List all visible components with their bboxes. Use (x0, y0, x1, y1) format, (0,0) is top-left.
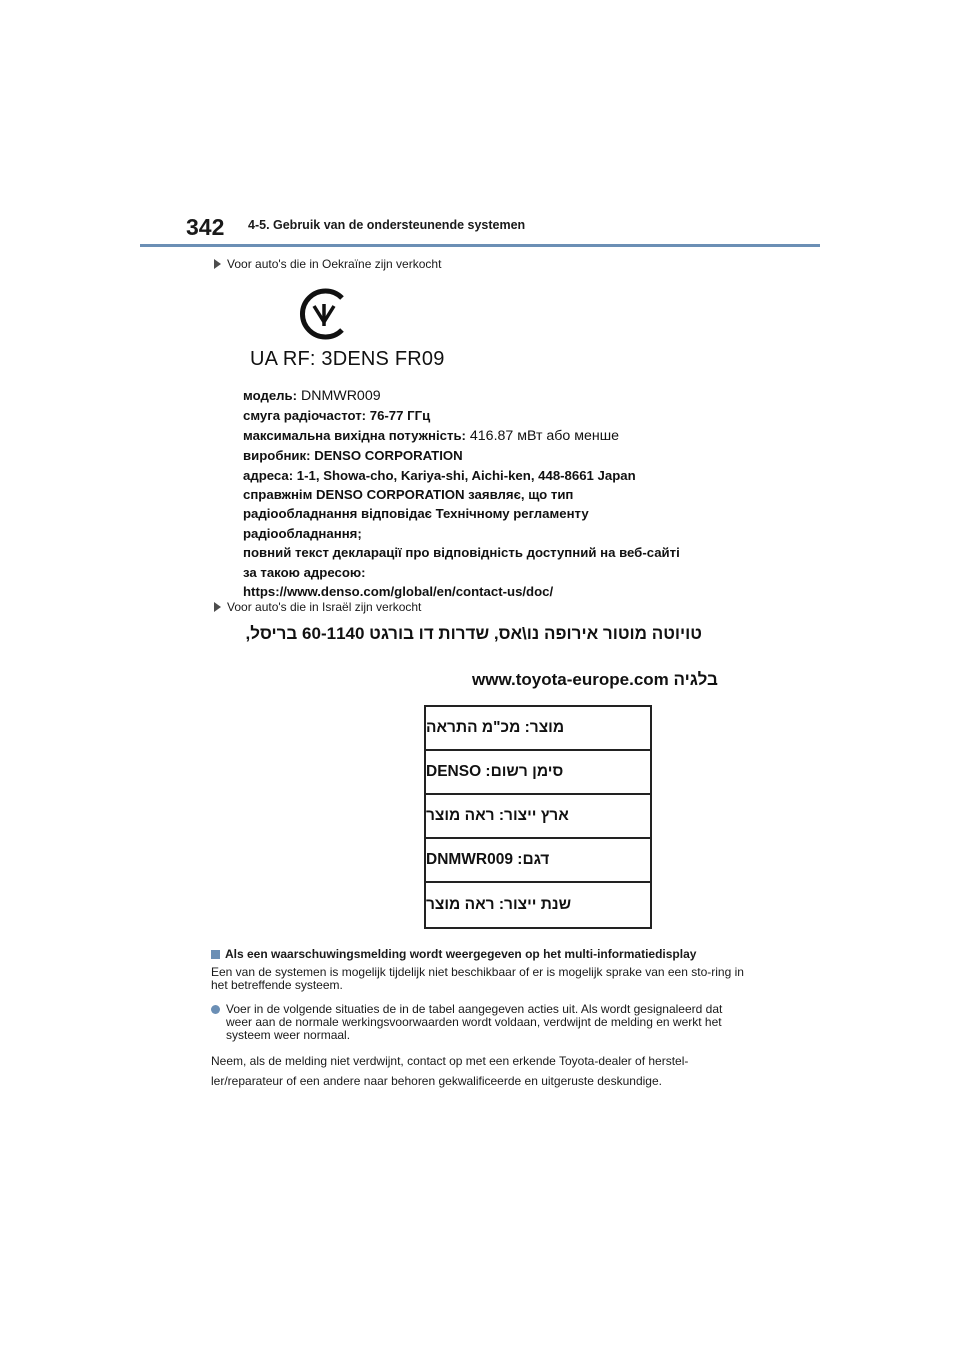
israel-caption (214, 600, 421, 614)
israel-table-cell: שנת ייצור: ראה מוצר (426, 896, 572, 913)
square-bullet-icon (211, 950, 220, 959)
israel-table-cell: סימן רשום: DENSO (426, 751, 650, 795)
triangle-bullet-icon (214, 602, 221, 612)
contact-line: ler/reparateur of een andere naar behoren gekwalificeerde en uitgeruste deskundige. (211, 1074, 662, 1088)
ukraine-rf-code: UA RF: 3DENS FR09 (250, 348, 445, 370)
body-paragraph-contact (211, 1051, 771, 1091)
israel-label-table (424, 705, 652, 929)
warning-heading (211, 947, 696, 961)
ukraine-row: максимальна вихідна потужність: 416.87 мВт або менше (243, 427, 620, 444)
israel-caption-text: Voor auto's die in Israël zijn verkocht (227, 600, 422, 614)
israel-importer-line: טויוטה מוטור אירופה נו\אס, שדרות דו בורגט 60-1140 בריסל, (245, 624, 702, 643)
ukrainian-conformity-mark-icon (296, 286, 352, 342)
ukraine-row: справжнім DENSO CORPORATION заявляє, що тип (243, 487, 574, 503)
ukraine-row: радіообладнання; (243, 525, 362, 541)
israel-table-cell: דגם: DNMWR009 (426, 839, 650, 883)
ukraine-row: виробник: DENSO CORPORATION (243, 448, 463, 464)
ukraine-row: повний текст декларації про відповідність доступний на веб-сайті (243, 545, 680, 561)
warning-heading-text: Als een waarschuwingsmelding wordt weergegeven op het multi-informatiedisplay (225, 947, 697, 961)
ukraine-caption-text: Voor auto's die in Oekraïne zijn verkocht (227, 257, 442, 271)
list-item-text: Voer in de volgende situaties de in de tabel aangegeven acties uit. Als wordt gesignaleerd dat weer aan de normale werkingsvoorwaarden wordt voldaan, verdwijnt de melding en werkt het systeem weer normaal. (226, 1002, 723, 1042)
ukraine-caption (214, 257, 441, 271)
ukraine-declaration (243, 386, 713, 601)
circle-bullet-icon (211, 1005, 220, 1014)
list-item (211, 1003, 751, 1042)
page-number: 342 (186, 214, 225, 240)
israel-website-line: www.toyota-europe.com בלגיה (472, 670, 718, 689)
ukraine-row: радіообладнання відповідає Технічному регламенту (243, 506, 589, 522)
ukraine-row: смуга радіочастот: 76-77 ГГц (243, 408, 431, 424)
body-paragraph: Een van de systemen is mogelijk tijdelijk niet beschikbaar of er is mogelijk sprake van een sto-ring in het betreffende systeem. (211, 965, 744, 992)
section-title: 4-5. Gebruik van de ondersteunende systemen (248, 218, 526, 232)
ukraine-row: за такою адресою: (243, 564, 366, 580)
israel-table-cell: מוצר: מכ"מ התראה (426, 707, 650, 751)
ukraine-row: модель: DNMWR009 (243, 388, 381, 404)
israel-table-cell: ארץ ייצור: ראה מוצר (426, 795, 650, 839)
triangle-bullet-icon (214, 259, 221, 269)
ukraine-row: https://www.denso.com/global/en/contact-us/doc/ (243, 584, 554, 600)
ukraine-row: адреса: 1-1, Showa-cho, Kariya-shi, Aichi-ken, 448-8661 Japan (243, 467, 636, 483)
header-rule (140, 244, 820, 247)
contact-line: Neem, als de melding niet verdwijnt, contact op met een erkende Toyota-dealer of herstel- (211, 1054, 689, 1068)
